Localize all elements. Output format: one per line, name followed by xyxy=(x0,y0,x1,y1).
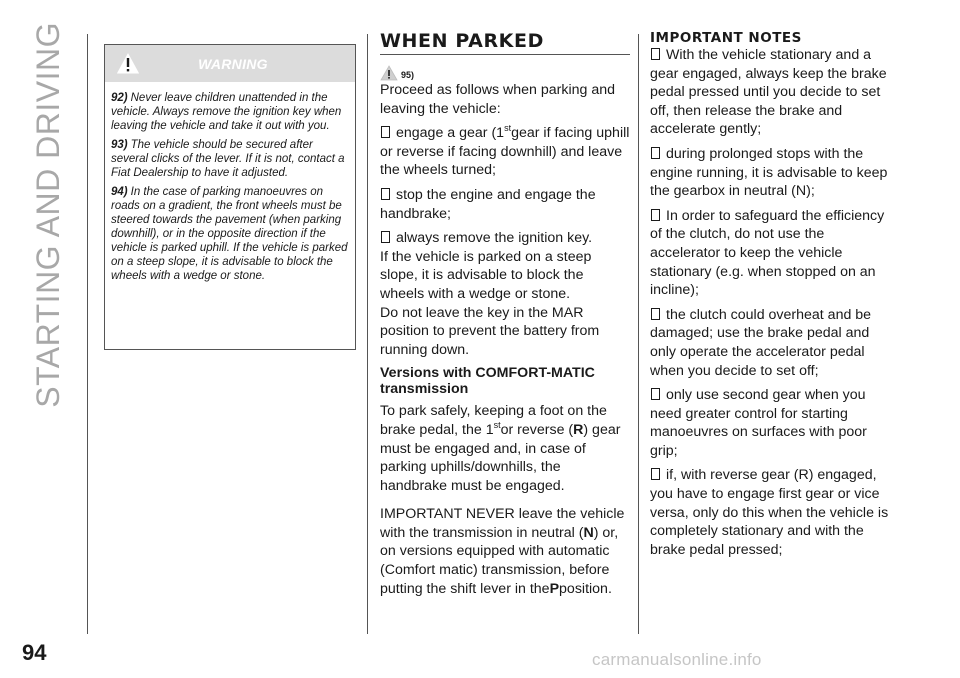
sidebar-title-text: STARTING AND DRIVING xyxy=(29,22,66,408)
steep-slope-paragraph: If the vehicle is parked on a steep slope, it is advisable to block the wheels with a wedge or stone. xyxy=(380,248,592,302)
warning-header xyxy=(105,45,355,82)
key-paragraph: Do not leave the key in the MAR position to prevent the battery from running down. xyxy=(380,304,600,358)
important-notes-section xyxy=(650,30,890,565)
list-item-text: In order to safeguard the efficiency of the clutch, do not use the accelerator to keep the vehicle stationary (e.g. when stopped on an incline); xyxy=(650,207,885,299)
checkbox-bullet-icon xyxy=(651,388,660,400)
checkbox-bullet-icon xyxy=(651,48,660,60)
checkbox-bullet-icon xyxy=(381,126,390,138)
comfort-matic-heading: Versions with COMFORT-MATIC transmission xyxy=(380,365,595,398)
intro-paragraph: Proceed as follows when parking and leaving the vehicle: xyxy=(380,82,616,117)
checkbox-bullet-icon xyxy=(651,468,660,480)
superscript: st xyxy=(493,419,501,430)
checkbox-bullet-icon xyxy=(651,147,660,159)
warning-item-text: In the case of parking manoeuvres on roads on a gradient, the front wheels must be steered towards the pavement (when parking downhill), or in the opposite direction if the vehicle is parked uphill. If the vehicle is parked on a steep slope, it is advisable to block the wheels with a wedge or stone. xyxy=(111,186,348,282)
warning-box xyxy=(104,44,356,350)
list-item xyxy=(380,186,630,223)
checkbox-bullet-icon xyxy=(381,188,390,200)
heading-rule xyxy=(380,54,630,55)
list-item-text: during prolonged stops with the engine running, it is advisable to keep the gearbox in neutral (N); xyxy=(650,145,888,200)
section-sidebar-title xyxy=(18,22,78,602)
page-number: 94 xyxy=(22,640,47,665)
warning-triangle-icon xyxy=(115,51,141,75)
list-item xyxy=(380,124,630,180)
list-item-text: only use second gear when you need greater control for starting manoeuvres on surfaces with poor grip; xyxy=(650,387,867,459)
warning-item-text: The vehicle should be secured after several clicks of the lever. If it is not, contact a Fiat Dealership to have it adjusted. xyxy=(111,139,345,179)
warning-title: WARNING xyxy=(198,55,268,72)
warning-item-text: Never leave children unattended in the vehicle. Always remove the ignition key when leaving the vehicle and take it out with you. xyxy=(111,92,342,132)
warning-item xyxy=(111,91,349,133)
list-item-text: With the vehicle stationary and a gear engaged, always keep the brake pedal pressed until you decide to set off, then release the brake and accelerate gently; xyxy=(650,47,887,138)
list-item xyxy=(380,229,630,248)
warning-reference xyxy=(380,59,630,81)
warning-body xyxy=(105,82,355,283)
warning-item xyxy=(111,185,349,283)
warning-reference-number: 95) xyxy=(401,70,415,80)
when-parked-section xyxy=(380,30,630,598)
column-divider-middle xyxy=(367,34,368,634)
list-item xyxy=(650,207,890,300)
warning-triangle-icon xyxy=(380,65,398,81)
gear-letter: R xyxy=(573,421,584,438)
list-item-text: always remove the ignition key. xyxy=(396,230,593,247)
list-item-text: stop the engine and engage the handbrake; xyxy=(380,186,596,222)
paragraph-text: position. xyxy=(559,580,612,597)
list-item-text: engage a gear (1 xyxy=(396,125,505,142)
list-item-text: the clutch could overheat and be damaged; use the brake pedal and only operate the accelerator pedal when you decide to set off; xyxy=(650,306,872,379)
column-divider-right xyxy=(638,34,639,634)
paragraph-text: or reverse ( xyxy=(500,421,574,438)
warning-item-number: 93) xyxy=(111,139,128,151)
checkbox-bullet-icon xyxy=(381,231,390,243)
watermark: carmanualsonline.info xyxy=(592,650,762,669)
warning-item xyxy=(111,138,349,180)
comfort-paragraph-1 xyxy=(380,402,630,495)
list-item xyxy=(650,145,890,201)
list-item xyxy=(650,386,890,460)
column-divider-left xyxy=(87,34,88,634)
paragraph-text: To park safely, keeping a foot on the brake pedal, the 1 xyxy=(380,403,607,438)
important-notes-heading: IMPORTANT NOTES xyxy=(650,30,802,46)
paragraph-text: IMPORTANT NEVER leave the vehicle with the transmission in neutral ( xyxy=(380,506,625,541)
list-item-text: gear if facing uphill or reverse if facing downhill) and leave the wheels turned; xyxy=(380,125,630,179)
gear-letter: P xyxy=(549,580,560,597)
checkbox-bullet-icon xyxy=(651,209,660,221)
when-parked-heading: WHEN PARKED xyxy=(380,30,544,52)
superscript: st xyxy=(504,123,512,134)
gear-letter: N xyxy=(583,524,594,541)
paragraph-text: ) gear must be engaged and, in case of parking uphills/downhills, the handbrake must be engaged. xyxy=(380,421,621,494)
warning-item-number: 94) xyxy=(111,186,128,198)
list-item-text: if, with reverse gear (R) engaged, you have to engage first gear or vice versa, only do this when the vehicle is completely stationary and with the brake pedal pressed; xyxy=(650,467,889,558)
checkbox-bullet-icon xyxy=(651,308,660,320)
list-item xyxy=(650,46,890,139)
paragraph-text: ) or, on versions equipped with automatic (Comfort matic) transmission, before putting the shift lever in the xyxy=(380,524,619,597)
list-item xyxy=(650,306,890,380)
list-item xyxy=(650,466,890,559)
warning-item-number: 92) xyxy=(111,92,128,104)
comfort-paragraph-2 xyxy=(380,505,630,598)
